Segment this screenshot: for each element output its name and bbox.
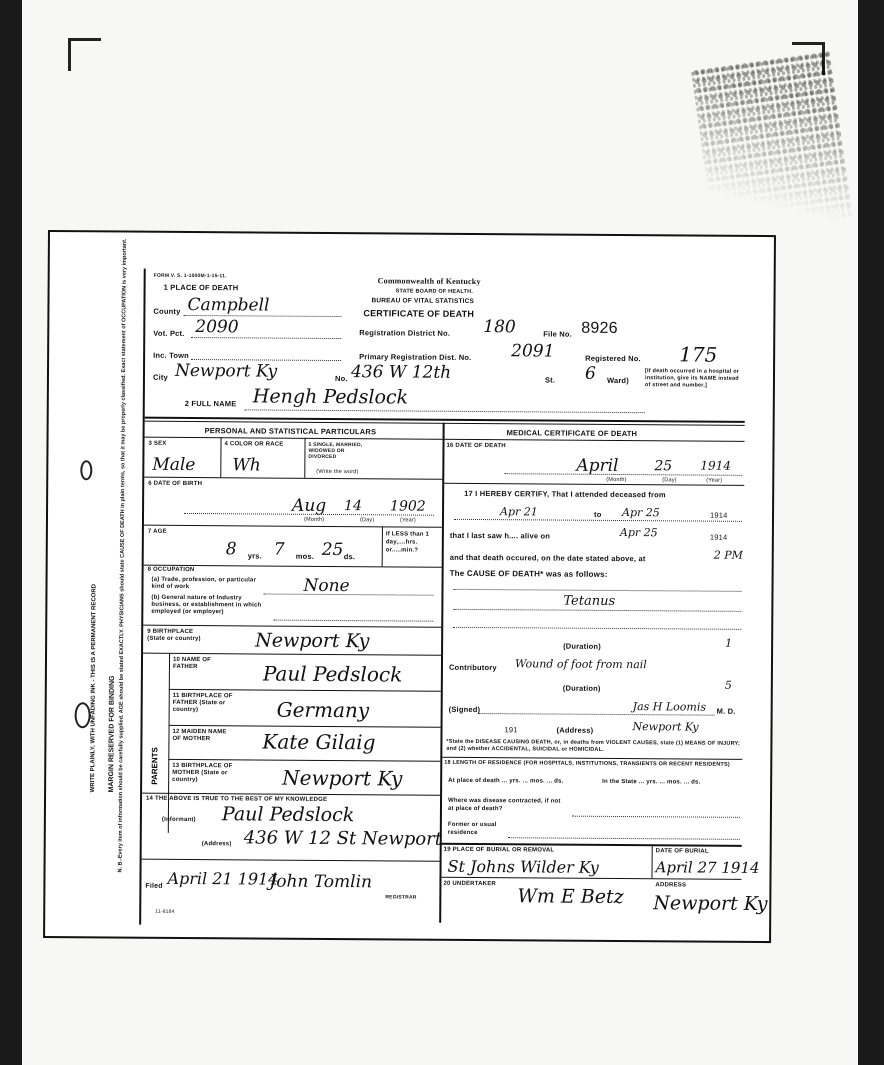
cause-of-death-label: The CAUSE OF DEATH* was as follows: <box>449 568 608 579</box>
duration-2-value: 5 <box>724 678 732 692</box>
county-label: County <box>153 306 181 316</box>
cause-note: *State the DISEASE CAUSING DEATH, or, in deaths from VIOLENT CAUSES, state (1) MEANS OF INJURY; and (2) whether ACCIDENTAL, SUICIDAL or HOMICIDAL. <box>446 738 741 753</box>
board-heading: STATE BOARD OF HEALTH. <box>395 288 474 295</box>
duration-2-label: (Duration) <box>562 683 601 693</box>
attended-to-value: Apr 25 <box>621 506 660 520</box>
ward-label: Ward) <box>606 375 629 386</box>
burial-place-label: 19 PLACE OF BURIAL OR REMOVAL <box>443 846 555 854</box>
dod-year-caption: (Year) <box>706 477 723 484</box>
informant-label: (Informant) <box>161 816 196 824</box>
medical-section-title: MEDICAL CERTIFICATE OF DEATH <box>506 428 638 439</box>
certificate-body <box>139 269 768 929</box>
sex-value: Male <box>152 454 196 476</box>
full-name-value: Hengh Pedslock <box>252 385 409 409</box>
burial-date-label: DATE OF BURIAL <box>655 848 709 855</box>
ward-value: 6 <box>584 363 596 384</box>
vot-pct-value: 2090 <box>195 317 239 338</box>
last-saw-label: that I last saw h.... alive on <box>449 530 551 541</box>
filed-label: Filed <box>145 882 163 890</box>
attended-to-label: to <box>593 509 602 519</box>
at-place-label: At place of death ... yrs. ... mos. ... ds. <box>448 777 564 785</box>
age-months-unit: mos. <box>295 551 315 561</box>
birthplace-value: Newport Ky <box>255 629 370 653</box>
binding-hole-mark <box>75 702 91 728</box>
signed-date-year: 191 <box>504 725 518 735</box>
date-of-birth-label: 6 DATE OF BIRTH <box>148 480 203 488</box>
dob-day-value: 14 <box>344 498 362 515</box>
less-than-day-label: If LESS than 1 day,....hrs. or.....min.? <box>385 531 430 554</box>
margin-note-text: N. B.-Every item of information should be carefully supplied. AGE should be stated EXACTLY. PHYSICIANS should state CAUSE OF DEATH in plain terms, so that it may be properly classified. Exact statement of OCCUPATION is very important. <box>117 238 128 873</box>
registration-district-label: Registration District No. <box>359 328 451 338</box>
father-name-label: 10 NAME OF FATHER <box>172 656 212 671</box>
mother-birthplace-value: Newport Ky <box>282 765 403 791</box>
dob-day-caption: (Day) <box>359 517 375 524</box>
age-months-value: 7 <box>273 539 285 560</box>
age-days-unit: ds. <box>343 552 356 562</box>
sex-label: 3 SEX <box>148 440 167 447</box>
color-race-value: Wh <box>232 455 261 476</box>
death-certificate <box>43 230 776 943</box>
dod-year-value: 1914 <box>700 458 731 473</box>
occupation-label: 8 OCCUPATION <box>147 566 195 574</box>
last-saw-year: 1914 <box>709 532 728 542</box>
file-no-value: 8926 <box>581 319 618 337</box>
st-label: St. <box>544 375 556 385</box>
occupation-value: None <box>303 575 350 597</box>
registration-district-value: 180 <box>483 317 516 338</box>
personal-section-title: PERSONAL AND STATISTICAL PARTICULARS <box>204 426 377 437</box>
md-label: M. D. <box>716 706 736 716</box>
dod-month-value: April <box>576 455 619 476</box>
attended-year: 1914 <box>709 510 728 520</box>
registrar-signature: John Tomlin <box>269 871 373 893</box>
mother-birthplace-label: 13 BIRTHPLACE OF MOTHER (State or country) <box>172 762 233 784</box>
father-birthplace-label: 11 BIRTHPLACE OF FATHER (State or country) <box>172 692 233 714</box>
age-years-value: 8 <box>225 539 237 560</box>
residence-label: 18 LENGTH OF RESIDENCE (FOR HOSPITALS, INSTITUTIONS, TRANSIENTS OR RECENT RESIDENTS) <box>444 759 730 768</box>
dob-year-value: 1902 <box>390 498 426 515</box>
certify-label: 17 I HEREBY CERTIFY, That I attended deceased from <box>464 488 666 500</box>
color-race-label: 4 COLOR OR RACE <box>224 441 284 448</box>
undertaker-value: Wm E Betz <box>517 885 624 909</box>
informant-address-label: (Address) <box>201 841 232 848</box>
former-residence-label: Former or usual residence <box>447 821 497 837</box>
last-saw-value: Apr 25 <box>619 526 658 540</box>
duration-1-value: 1 <box>725 636 733 650</box>
undertaker-address-label: ADDRESS <box>655 882 687 889</box>
mother-name-value: Kate Gilaig <box>262 729 376 755</box>
marital-label: 5 SINGLE, MARRIED, WIDOWED OR DIVORCED <box>308 441 363 461</box>
dod-day-caption: (Day) <box>662 477 677 484</box>
primary-registration-value: 2091 <box>511 341 555 362</box>
attended-from-value: Apr 21 <box>499 505 538 519</box>
dob-year-caption: (Year) <box>399 517 416 524</box>
in-state-label: In the State ... yrs. ... mos. ... ds. <box>602 778 701 786</box>
occurred-value: 2 PM <box>713 548 743 562</box>
county-value: Campbell <box>187 294 270 316</box>
margin-write-plainly-text: WRITE PLAINLY, WITH UNFADING INK - THIS IS A PERMANENT RECORD <box>90 583 98 793</box>
signed-label: (Signed) <box>448 704 481 715</box>
scan-noise <box>691 51 853 239</box>
contracted-label: Where was disease contracted, if not at place of death? <box>447 797 561 813</box>
registrar-label: REGISTRAR <box>385 894 417 901</box>
informant-header: 14 THE ABOVE IS TRUE TO THE BEST OF MY KNOWLEDGE <box>146 795 328 803</box>
form-code: 11-8184 <box>155 908 175 915</box>
father-name-value: Paul Pedslock <box>262 661 403 687</box>
binding-hole-mark-small <box>80 460 92 480</box>
father-birthplace-value: Germany <box>276 697 370 723</box>
place-of-death-label: 1 PLACE OF DEATH <box>163 282 239 293</box>
age-days-value: 25 <box>321 539 344 561</box>
dob-month-caption: (Month) <box>303 516 325 523</box>
occurred-label: and that death occured, on the date stated above, at <box>449 552 646 564</box>
signed-address-label: (Address) <box>556 725 594 735</box>
commonwealth-heading: Commonwealth of Kentucky <box>377 276 481 287</box>
dod-day-value: 25 <box>654 458 673 475</box>
full-name-label: 2 FULL NAME <box>184 398 237 409</box>
informant-address-value: 436 W 12 St Newport <box>243 827 443 850</box>
undertaker-address-value: Newport Ky <box>653 892 768 916</box>
hospital-note: [If death occurred in a hospital or institution, give its NAME instead of street and number.] <box>644 368 740 389</box>
burial-place-value: St Johns Wilder Ky <box>447 856 599 877</box>
city-value: Newport Ky <box>174 360 278 382</box>
burial-date-value: April 27 1914 <box>655 858 760 877</box>
physician-signature: Jas H Loomis <box>632 700 707 714</box>
signed-address-value: Newport Ky <box>632 720 699 734</box>
parents-label: PARENTS <box>150 747 160 785</box>
birthplace-label: 9 BIRTHPLACE (State or country) <box>147 628 201 643</box>
mother-name-label: 12 MAIDEN NAME OF MOTHER <box>172 728 227 743</box>
street-value: 436 W 12th <box>350 362 452 383</box>
occupation-a-label: (a) Trade, profession, or particular kind of work <box>151 576 257 590</box>
filed-value: April 21 1914 <box>167 868 279 889</box>
dob-month-value: Aug <box>292 495 327 516</box>
contributory-label: Contributory <box>448 662 497 673</box>
file-no-label: File No. <box>543 329 573 339</box>
duration-1-label: (Duration) <box>563 641 601 651</box>
inc-town-label: Inc. Town <box>153 350 189 360</box>
informant-value: Paul Pedslock <box>221 803 355 827</box>
marital-note: (Write the word) <box>316 468 359 476</box>
form-number: FORM V. S. 1-1000M-1-15-11. <box>153 272 227 280</box>
margin-binding-text: MARGIN RESERVED FOR BINDING <box>108 675 116 793</box>
dod-month-caption: (Month) <box>606 476 627 484</box>
contributory-value: Wound of foot from nail <box>514 657 647 672</box>
page-title: CERTIFICATE OF DEATH <box>363 308 475 319</box>
registered-no-value: 175 <box>679 342 718 367</box>
city-label: City <box>152 372 168 382</box>
registered-no-label: Registered No. <box>585 353 641 364</box>
bureau-heading: BUREAU OF VITAL STATISTICS <box>371 297 475 305</box>
cause-of-death-value: Tetanus <box>563 593 616 609</box>
date-of-death-label: 16 DATE OF DEATH <box>446 442 506 450</box>
vot-pct-label: Vot. Pct. <box>153 328 185 338</box>
undertaker-label: 20 UNDERTAKER <box>443 880 496 888</box>
age-years-unit: yrs. <box>247 551 262 561</box>
street-number-label: No. <box>334 374 348 384</box>
primary-registration-label: Primary Registration Dist. No. <box>359 352 472 362</box>
occupation-b-label: (b) General nature of Industry business, or establishment in which employed (or employer) <box>151 594 262 616</box>
age-label: 7 AGE <box>147 528 167 535</box>
crop-mark-top-left <box>68 38 101 71</box>
